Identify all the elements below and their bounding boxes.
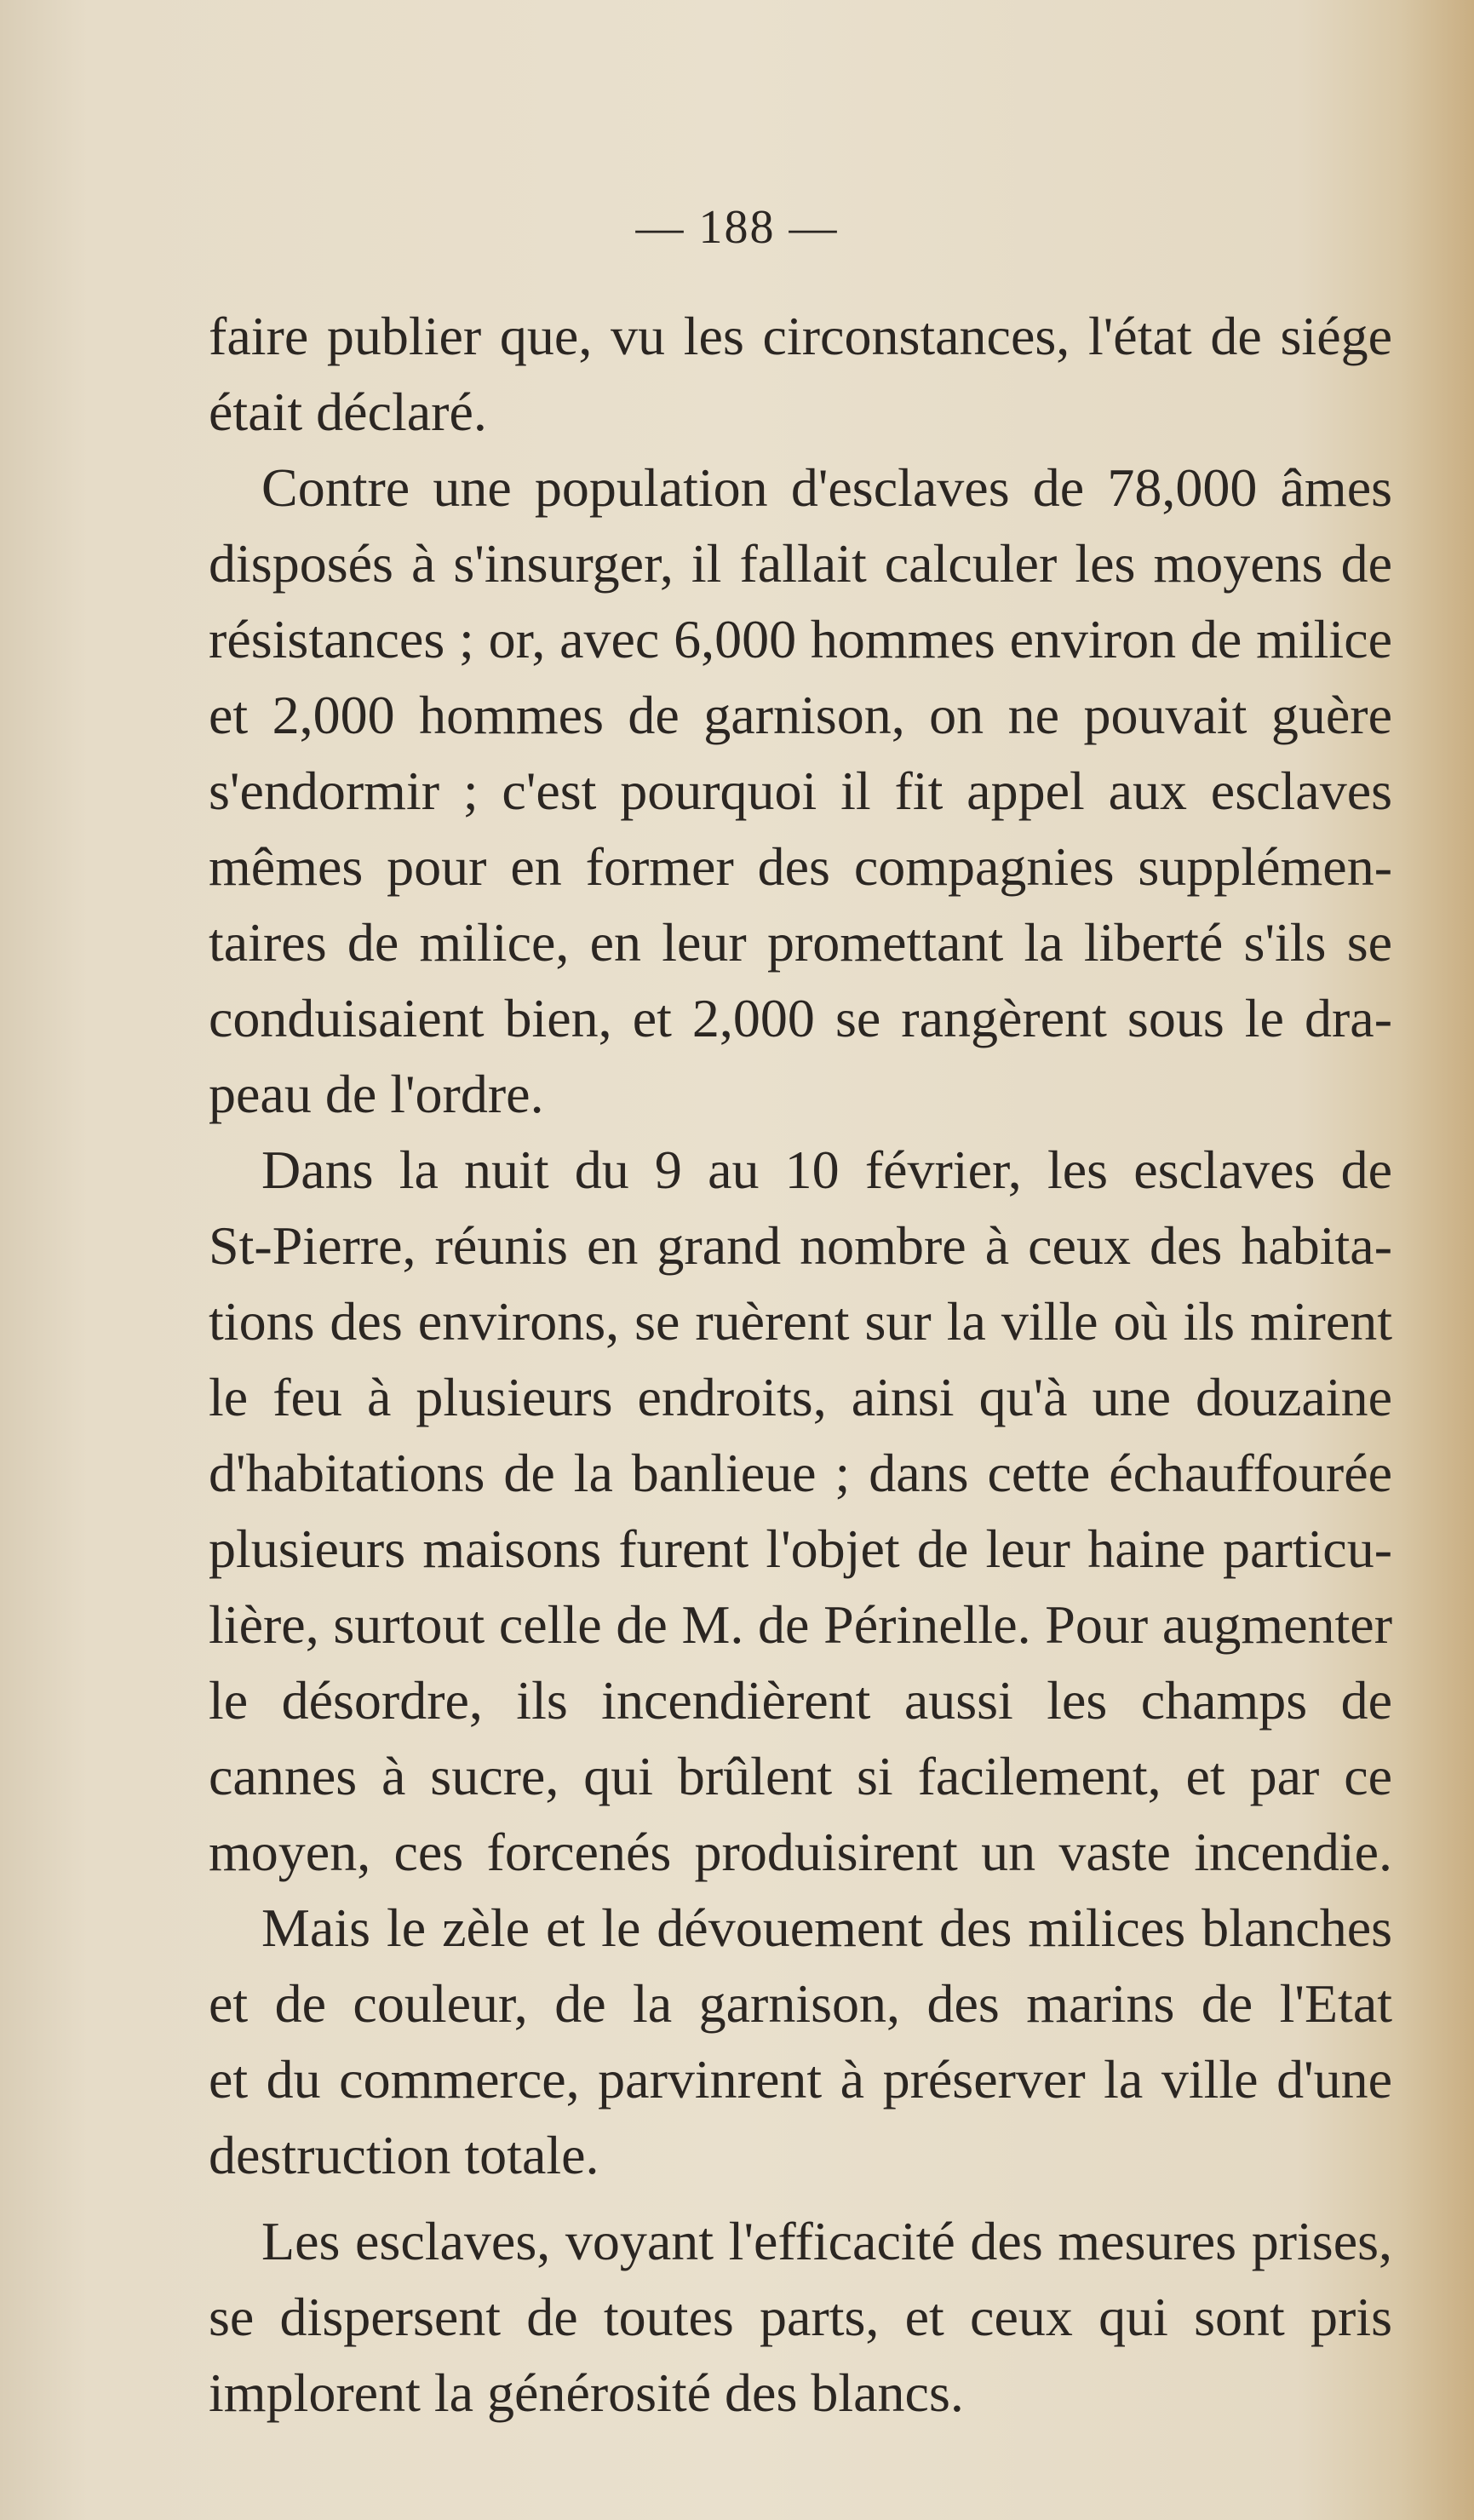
- text-line: Contre une population d'esclaves de 78,000 âmes: [261, 457, 1392, 518]
- text-line: peau de l'ordre.: [209, 1064, 544, 1124]
- text-line: conduisaient bien, et 2,000 se rangèrent sous le dra-: [209, 988, 1392, 1048]
- text-line: s'endormir ; c'est pourquoi il fit appel aux esclaves: [209, 761, 1392, 821]
- text-line: était déclaré.: [209, 382, 487, 442]
- text-line: le désordre, ils incendièrent aussi les champs de: [209, 1670, 1392, 1731]
- text-line: mêmes pour en former des compagnies supplémen-: [209, 836, 1392, 897]
- text-line: moyen, ces forcenés produisirent un vaste incendie.: [209, 1822, 1392, 1882]
- text-line: destruction totale.: [209, 2125, 599, 2185]
- text-line: lière, surtout celle de M. de Périnelle. Pour augmenter: [209, 1594, 1392, 1655]
- text-line: et du commerce, parvinrent à préserver la ville d'une: [209, 2049, 1392, 2110]
- text-line: résistances ; or, avec 6,000 hommes environ de milice: [209, 609, 1392, 669]
- text-line: d'habitations de la banlieue ; dans cette échauffourée: [209, 1443, 1392, 1503]
- text-line: implorent la générosité des blancs.: [209, 2362, 964, 2423]
- text-line: se dispersent de toutes parts, et ceux qui sont pris: [209, 2287, 1392, 2347]
- text-line: et de couleur, de la garnison, des marins de l'Etat: [209, 1973, 1392, 2034]
- text-line: Dans la nuit du 9 au 10 février, les esclaves de: [261, 1139, 1392, 1200]
- text-line: Les esclaves, voyant l'efficacité des mesures prises,: [261, 2211, 1392, 2271]
- page-number: — 188 —: [635, 201, 839, 254]
- text-line: taires de milice, en leur promettant la liberté s'ils se: [209, 912, 1392, 973]
- body-text: [209, 298, 1392, 2431]
- text-line: cannes à sucre, qui brûlent si facilement, et par ce: [209, 1746, 1392, 1806]
- text-line: disposés à s'insurger, il fallait calculer les moyens de: [209, 533, 1392, 594]
- text-line: Mais le zèle et le dévouement des milices blanches: [261, 1897, 1392, 1958]
- text-line: faire publier que, vu les circonstances, l'état de siége: [209, 306, 1392, 366]
- text-line: plusieurs maisons furent l'objet de leur haine particu-: [209, 1518, 1392, 1579]
- text-line: St-Pierre, réunis en grand nombre à ceux des habita-: [209, 1215, 1392, 1276]
- text-line: tions des environs, se ruèrent sur la ville où ils mirent: [209, 1291, 1392, 1352]
- text-line: et 2,000 hommes de garnison, on ne pouvait guère: [209, 685, 1392, 745]
- text-line: le feu à plusieurs endroits, ainsi qu'à une douzaine: [209, 1367, 1392, 1427]
